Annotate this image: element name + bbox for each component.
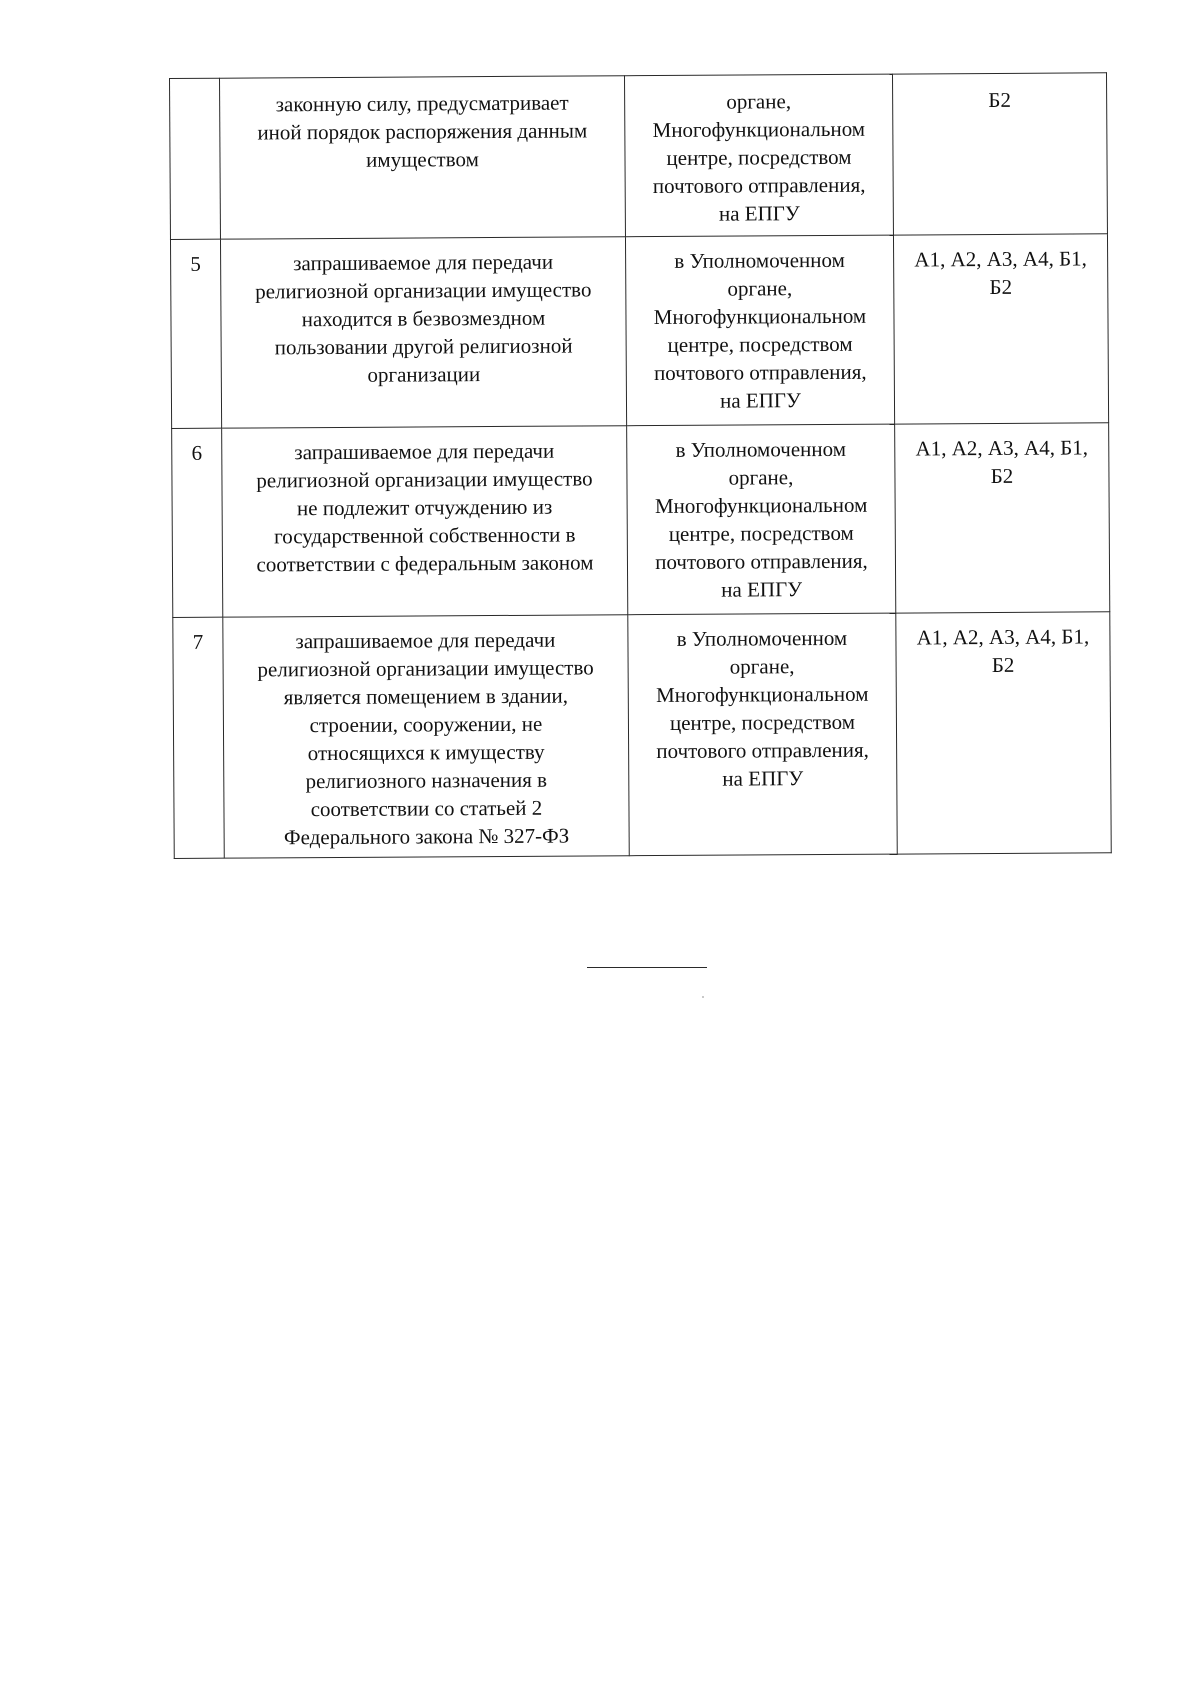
- row-number: 6: [172, 428, 223, 617]
- row-number: [170, 78, 221, 239]
- condition-cell: запрашиваемое для передачи религиозной организации имущество не подлежит отчуждению из государственной собственности в соответствии с федеральным законом: [222, 426, 628, 617]
- condition-cell: запрашиваемое для передачи религиозной организации имущество находится в безвозмездном пользовании другой религиозной организации: [220, 237, 626, 428]
- submission-place-cell: в Уполномоченном органе, Многофункциональном центре, посредством почтового отправления, на ЕПГУ: [627, 424, 896, 615]
- result-codes-cell: А1, А2, А3, А4, Б1, Б2: [893, 234, 1108, 424]
- table-row: [173, 612, 1111, 859]
- table-row: [170, 234, 1108, 429]
- end-separator-line: [587, 967, 707, 968]
- row-number: 5: [170, 239, 221, 428]
- scan-speck: [702, 996, 704, 998]
- table-row: [170, 73, 1108, 240]
- result-codes-cell: А1, А2, А3, А4, Б1, Б2: [896, 612, 1111, 854]
- submission-place-cell: в Уполномоченном органе, Многофункциональном центре, посредством почтового отправления, на ЕПГУ: [625, 235, 894, 426]
- table-row: [172, 423, 1110, 618]
- result-codes-cell: Б2: [892, 73, 1107, 235]
- submission-place-cell: в Уполномоченном органе, Многофункциональном центре, посредством почтового отправления, на ЕПГУ: [628, 613, 897, 856]
- result-codes-cell: А1, А2, А3, А4, Б1, Б2: [895, 423, 1110, 613]
- row-number: 7: [173, 617, 224, 858]
- grounds-table: [169, 72, 1112, 859]
- submission-place-cell: органе, Многофункциональном центре, посредством почтового отправления, на ЕПГУ: [624, 74, 893, 237]
- condition-cell: запрашиваемое для передачи религиозной организации имущество является помещением в здании, строении, сооружении, не относящихся к имуществу религиозного назначения в соответствии со статьей 2 Федерального закона № 327-ФЗ: [223, 615, 629, 858]
- condition-cell: законную силу, предусматривает иной порядок распоряжения данным имуществом: [220, 76, 626, 239]
